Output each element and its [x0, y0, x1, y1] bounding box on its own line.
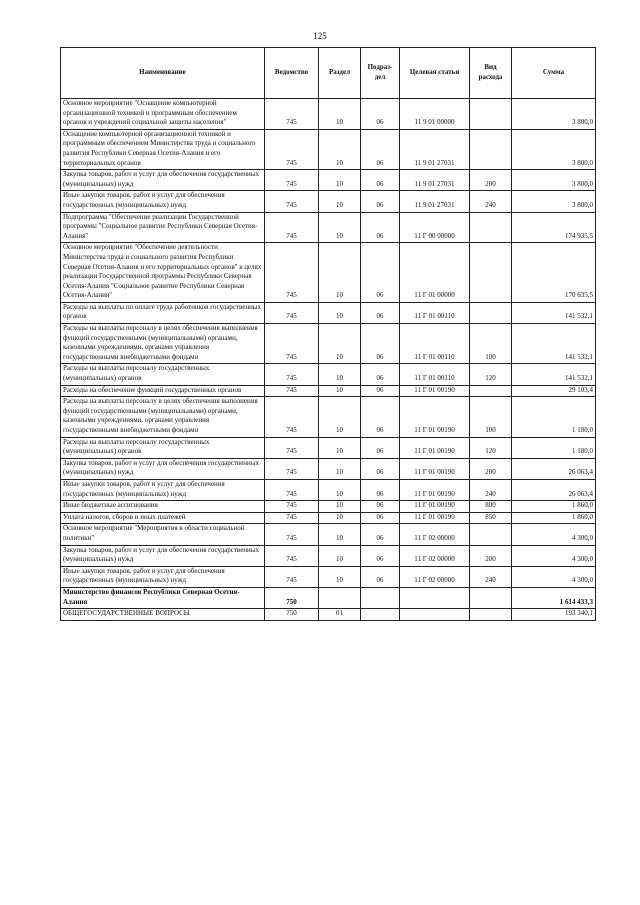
cell-section: 10 — [319, 324, 361, 364]
table-row — [61, 609, 596, 621]
table-row — [61, 243, 596, 303]
cell-section — [319, 587, 361, 608]
header-sum: Сумма — [512, 48, 596, 99]
cell-section: 10 — [319, 99, 361, 130]
cell-subsection — [361, 609, 400, 621]
cell-sum: 3 800,0 — [512, 191, 596, 212]
cell-name: Основное мероприятие "Обеспечение деятельности Министерства труда и социального развития Республики Северная Осетия-Алания и его территориальных органов" в целях реализации Государственной программы Республики Северная Осетия-Алания "Социальное развитие Республики Северная Осетия-Алания" — [61, 243, 265, 303]
cell-subsection: 06 — [361, 545, 400, 566]
header-section: Раздел — [319, 48, 361, 99]
cell-expense-kind — [470, 524, 512, 545]
cell-subsection: 06 — [361, 212, 400, 243]
cell-sum: 4 300,0 — [512, 566, 596, 587]
cell-name: Иные бюджетные ассигнования — [61, 501, 265, 513]
cell-target-article: 11 9 01 27031 — [400, 129, 470, 169]
header-subsection: Подраз- дел — [361, 48, 400, 99]
cell-section: 10 — [319, 212, 361, 243]
cell-subsection: 06 — [361, 397, 400, 437]
cell-subsection: 06 — [361, 129, 400, 169]
cell-expense-kind: 200 — [470, 545, 512, 566]
cell-sum: 3 800,0 — [512, 129, 596, 169]
header-name: Наименование — [61, 48, 265, 99]
cell-name: Расходы на выплаты персоналу государственных (муниципальных) органов — [61, 364, 265, 385]
cell-expense-kind: 240 — [470, 566, 512, 587]
table-row — [61, 170, 596, 191]
table-row — [61, 129, 596, 169]
cell-expense-kind: 200 — [470, 170, 512, 191]
cell-department: 745 — [265, 191, 319, 212]
cell-expense-kind — [470, 302, 512, 323]
cell-sum: 1 180,0 — [512, 397, 596, 437]
cell-sum: 193 340,1 — [512, 609, 596, 621]
cell-section: 10 — [319, 501, 361, 513]
cell-section: 10 — [319, 302, 361, 323]
cell-name: Закупка товаров, работ и услуг для обеспечения государственных (муниципальных) нужд — [61, 170, 265, 191]
cell-section: 10 — [319, 170, 361, 191]
cell-department: 745 — [265, 512, 319, 524]
cell-department: 745 — [265, 566, 319, 587]
cell-name: Иные закупки товаров, работ и услуг для обеспечения государственных (муниципальных) нужд — [61, 566, 265, 587]
cell-section: 10 — [319, 458, 361, 479]
cell-sum: 4 300,0 — [512, 524, 596, 545]
cell-sum: 3 800,0 — [512, 99, 596, 130]
cell-target-article: 11 9 01 00000 — [400, 99, 470, 130]
cell-section: 10 — [319, 566, 361, 587]
table-row — [61, 99, 596, 130]
cell-name: Иные закупки товаров, работ и услуг для обеспечения государственных (муниципальных) нужд — [61, 191, 265, 212]
cell-target-article: 11 Г 01 00190 — [400, 385, 470, 397]
cell-sum: 141 532,1 — [512, 324, 596, 364]
table-row — [61, 191, 596, 212]
cell-department: 745 — [265, 364, 319, 385]
table-row — [61, 545, 596, 566]
cell-department: 745 — [265, 458, 319, 479]
cell-department: 745 — [265, 501, 319, 513]
cell-subsection: 06 — [361, 364, 400, 385]
cell-sum: 1 180,0 — [512, 437, 596, 458]
cell-subsection: 06 — [361, 501, 400, 513]
cell-target-article: 11 Г 01 00190 — [400, 479, 470, 500]
cell-section: 10 — [319, 364, 361, 385]
cell-sum: 174 935,5 — [512, 212, 596, 243]
table-row — [61, 324, 596, 364]
cell-name: Расходы на выплаты персоналу в целях обеспечения выполнения функций государственными (муниципальными) органами, казенными учреждениями, органами управления государственными внебюджетными фондами — [61, 397, 265, 437]
cell-section: 10 — [319, 129, 361, 169]
cell-target-article: 11 Г 01 00000 — [400, 243, 470, 303]
cell-sum: 170 635,5 — [512, 243, 596, 303]
cell-sum: 29 103,4 — [512, 385, 596, 397]
cell-expense-kind — [470, 99, 512, 130]
cell-name: Закупка товаров, работ и услуг для обеспечения государственных (муниципальных) нужд — [61, 545, 265, 566]
cell-department: 745 — [265, 324, 319, 364]
cell-subsection: 06 — [361, 302, 400, 323]
cell-name: Расходы на обеспечение функций государственных органов — [61, 385, 265, 397]
cell-expense-kind: 100 — [470, 397, 512, 437]
table-row — [61, 479, 596, 500]
cell-expense-kind — [470, 243, 512, 303]
cell-subsection: 06 — [361, 479, 400, 500]
budget-table — [60, 47, 596, 621]
page-number: 125 — [313, 31, 327, 41]
cell-target-article — [400, 587, 470, 608]
cell-department: 745 — [265, 479, 319, 500]
cell-target-article: 11 Г 00 00000 — [400, 212, 470, 243]
table-row — [61, 364, 596, 385]
table-row — [61, 458, 596, 479]
cell-expense-kind — [470, 385, 512, 397]
cell-department: 745 — [265, 129, 319, 169]
cell-target-article: 11 Г 01 00110 — [400, 302, 470, 323]
table-row — [61, 587, 596, 608]
cell-expense-kind — [470, 587, 512, 608]
cell-name: Закупка товаров, работ и услуг для обеспечения государственных (муниципальных) нужд — [61, 458, 265, 479]
cell-subsection: 06 — [361, 243, 400, 303]
cell-department: 745 — [265, 99, 319, 130]
cell-name: Расходы на выплаты по оплате труда работников государственных органов — [61, 302, 265, 323]
cell-expense-kind: 800 — [470, 501, 512, 513]
cell-expense-kind — [470, 609, 512, 621]
cell-name: Оснащение компьютерной организационной техникой и программным обеспечением Министерства труда и социального развития Республики Северная Осетия-Алания и его территориальных органов — [61, 129, 265, 169]
cell-target-article: 11 Г 01 00190 — [400, 501, 470, 513]
cell-target-article: 11 Г 02 00000 — [400, 545, 470, 566]
cell-sum: 3 800,0 — [512, 170, 596, 191]
table-body — [61, 99, 596, 621]
table-row — [61, 302, 596, 323]
cell-subsection: 06 — [361, 566, 400, 587]
table-row — [61, 212, 596, 243]
cell-department: 745 — [265, 437, 319, 458]
header-expense-kind: Вид расхода — [470, 48, 512, 99]
cell-target-article: 11 Г 02 00000 — [400, 566, 470, 587]
cell-department: 745 — [265, 545, 319, 566]
cell-subsection: 06 — [361, 385, 400, 397]
cell-name: Министерство финансов Республики Северная Осетия-Алания — [61, 587, 265, 608]
cell-expense-kind: 850 — [470, 512, 512, 524]
cell-section: 10 — [319, 437, 361, 458]
cell-subsection: 06 — [361, 324, 400, 364]
table-row — [61, 385, 596, 397]
cell-subsection — [361, 587, 400, 608]
cell-name: Уплата налогов, сборов и иных платежей — [61, 512, 265, 524]
cell-target-article — [400, 609, 470, 621]
table-row — [61, 512, 596, 524]
cell-department: 745 — [265, 524, 319, 545]
cell-section: 10 — [319, 385, 361, 397]
cell-department: 745 — [265, 385, 319, 397]
cell-sum: 26 063,4 — [512, 479, 596, 500]
cell-expense-kind: 240 — [470, 479, 512, 500]
cell-subsection: 06 — [361, 524, 400, 545]
table-row — [61, 437, 596, 458]
cell-sum: 141 532,1 — [512, 302, 596, 323]
cell-expense-kind: 240 — [470, 191, 512, 212]
cell-expense-kind: 120 — [470, 437, 512, 458]
cell-sum: 1 614 433,3 — [512, 587, 596, 608]
cell-sum: 1 860,0 — [512, 501, 596, 513]
cell-target-article: 11 9 01 27031 — [400, 191, 470, 212]
table-header-row — [61, 48, 596, 99]
cell-name: Расходы на выплаты персоналу в целях обеспечения выполнения функций государственными (муниципальными) органами, казенными учреждениями, органами управления государственными внебюджетными фондами — [61, 324, 265, 364]
cell-sum: 141 532,1 — [512, 364, 596, 385]
cell-expense-kind — [470, 212, 512, 243]
cell-expense-kind: 120 — [470, 364, 512, 385]
cell-name: ОБЩЕГОСУДАРСТВЕННЫЕ ВОПРОСЫ — [61, 609, 265, 621]
table-row — [61, 397, 596, 437]
cell-department: 750 — [265, 609, 319, 621]
cell-section: 01 — [319, 609, 361, 621]
cell-department: 745 — [265, 212, 319, 243]
cell-name: Основное мероприятие "Оснащение компьютерной организационной техникой и программным обеспечением органов и учреждений социальной защиты населения" — [61, 99, 265, 130]
table-row — [61, 524, 596, 545]
cell-subsection: 06 — [361, 170, 400, 191]
cell-subsection: 06 — [361, 512, 400, 524]
cell-subsection: 06 — [361, 437, 400, 458]
cell-name: Основное мероприятие "Мероприятия в области социальной политики" — [61, 524, 265, 545]
table-row — [61, 501, 596, 513]
cell-target-article: 11 Г 01 00110 — [400, 364, 470, 385]
cell-subsection: 06 — [361, 191, 400, 212]
cell-target-article: 11 Г 01 00110 — [400, 324, 470, 364]
cell-department: 745 — [265, 243, 319, 303]
cell-sum: 1 860,0 — [512, 512, 596, 524]
cell-name: Подпрограмма "Обеспечение реализации Государственной программы "Социальное развитие Республики Северная Осетия-Алания" — [61, 212, 265, 243]
cell-sum: 26 063,4 — [512, 458, 596, 479]
cell-department: 745 — [265, 170, 319, 191]
cell-expense-kind: 100 — [470, 324, 512, 364]
cell-section: 10 — [319, 512, 361, 524]
cell-target-article: 11 Г 01 00190 — [400, 512, 470, 524]
cell-department: 750 — [265, 587, 319, 608]
cell-target-article: 11 Г 01 00190 — [400, 397, 470, 437]
cell-department: 745 — [265, 302, 319, 323]
cell-expense-kind: 200 — [470, 458, 512, 479]
cell-subsection: 06 — [361, 99, 400, 130]
cell-section: 10 — [319, 191, 361, 212]
cell-target-article: 11 Г 01 00190 — [400, 458, 470, 479]
cell-sum: 4 300,0 — [512, 545, 596, 566]
header-target-article: Целевая статья — [400, 48, 470, 99]
cell-target-article: 11 Г 01 00190 — [400, 437, 470, 458]
header-department: Ведомство — [265, 48, 319, 99]
table-row — [61, 566, 596, 587]
cell-expense-kind — [470, 129, 512, 169]
cell-section: 10 — [319, 397, 361, 437]
cell-department: 745 — [265, 397, 319, 437]
cell-section: 10 — [319, 243, 361, 303]
cell-section: 10 — [319, 545, 361, 566]
cell-name: Расходы на выплаты персоналу государственных (муниципальных) органов — [61, 437, 265, 458]
cell-section: 10 — [319, 524, 361, 545]
cell-name: Иные закупки товаров, работ и услуг для обеспечения государственных (муниципальных) нужд — [61, 479, 265, 500]
cell-target-article: 11 Г 02 00000 — [400, 524, 470, 545]
cell-subsection: 06 — [361, 458, 400, 479]
cell-section: 10 — [319, 479, 361, 500]
cell-target-article: 11 9 01 27031 — [400, 170, 470, 191]
